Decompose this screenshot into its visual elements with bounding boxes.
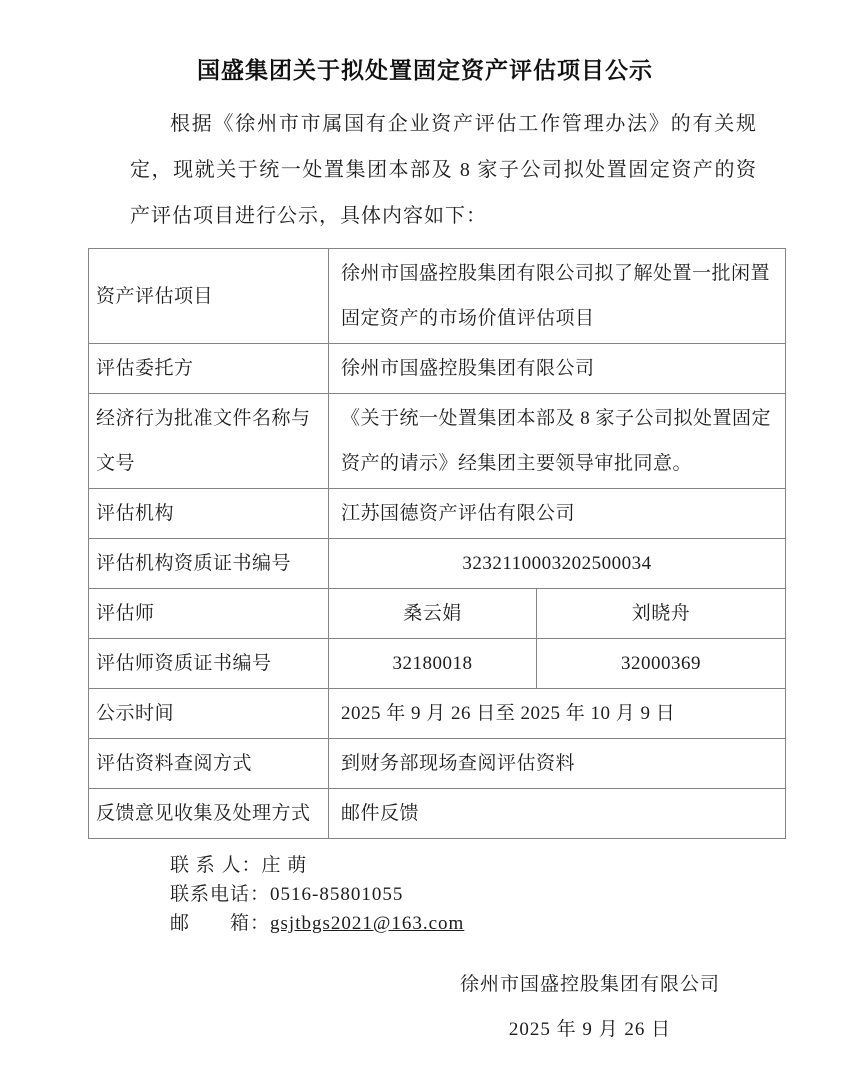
row-value-cell: 邮件反馈: [329, 789, 786, 839]
row-value-cell: 32000369: [537, 639, 786, 689]
contact-person-line: [170, 851, 850, 880]
row-value-cell: 32180018: [329, 639, 537, 689]
row-label-cell: 评估资料查阅方式: [89, 739, 329, 789]
contact-email-line: [170, 909, 850, 938]
row-value-cell: 江苏国德资产评估有限公司: [329, 489, 786, 539]
intro-paragraph: 根据《徐州市市属国有企业资产评估工作管理办法》的有关规定，现就关于统一处置集团本部及 8 家子公司拟处置固定资产的资产评估项目进行公示，具体内容如下：: [130, 113, 757, 227]
row-value-cell: 刘晓舟: [537, 589, 786, 639]
row-label-cell: 评估师资质证书编号: [89, 639, 329, 689]
row-value-cell: 2025 年 9 月 26 日至 2025 年 10 月 9 日: [329, 689, 786, 739]
table-row-assessor-cert-numbers: [89, 639, 786, 689]
contact-block: [170, 851, 850, 938]
contact-person-value: 庄 萌: [261, 855, 308, 876]
assessment-info-table: [88, 248, 786, 839]
document-page: [0, 52, 850, 1074]
contact-person-label: 联 系 人：: [170, 855, 262, 876]
row-value-cell: 《关于统一处置集团本部及 8 家子公司拟处置固定资产的请示》经集团主要领导审批同意。: [329, 394, 786, 489]
table-row-agency: [89, 489, 786, 539]
signoff-block: [430, 962, 750, 1052]
table-row-materials-access: [89, 739, 786, 789]
contact-phone-value: 0516-85801055: [270, 884, 404, 905]
contact-phone-label: 联系电话：: [170, 884, 271, 905]
contact-email-label: 邮 箱：: [170, 913, 271, 934]
contact-phone-line: [170, 880, 850, 909]
row-label-cell: 评估机构资质证书编号: [89, 539, 329, 589]
row-label-cell: 经济行为批准文件名称与文号: [89, 394, 329, 489]
table-row-publicity-period: [89, 689, 786, 739]
row-label-cell: 反馈意见收集及处理方式: [89, 789, 329, 839]
table-row-assessors: [89, 589, 786, 639]
table-row-project: [89, 249, 786, 344]
table-row-client: [89, 344, 786, 394]
table-row-feedback-method: [89, 789, 786, 839]
row-label-cell: 评估机构: [89, 489, 329, 539]
table-row-agency-cert-number: [89, 539, 786, 589]
row-value-cell: 到财务部现场查阅评估资料: [329, 739, 786, 789]
row-value-cell: 3232110003202500034: [329, 539, 786, 589]
row-value-cell: 桑云娟: [329, 589, 537, 639]
row-label-cell: 公示时间: [89, 689, 329, 739]
row-label-cell: 资产评估项目: [89, 249, 329, 344]
signoff-company: 徐州市国盛控股集团有限公司: [459, 974, 720, 995]
signoff-date: 2025 年 9 月 26 日: [508, 1019, 672, 1040]
row-value-cell: 徐州市国盛控股集团有限公司: [329, 344, 786, 394]
row-label-cell: 评估委托方: [89, 344, 329, 394]
document-title: 国盛集团关于拟处置固定资产评估项目公示: [197, 57, 653, 83]
contact-email-link[interactable]: gsjtbgs2021@163.com: [270, 913, 465, 934]
row-value-cell: 徐州市国盛控股集团有限公司拟了解处置一批闲置固定资产的市场价值评估项目: [329, 249, 786, 344]
row-label-cell: 评估师: [89, 589, 329, 639]
table-row-approval-document: [89, 394, 786, 489]
